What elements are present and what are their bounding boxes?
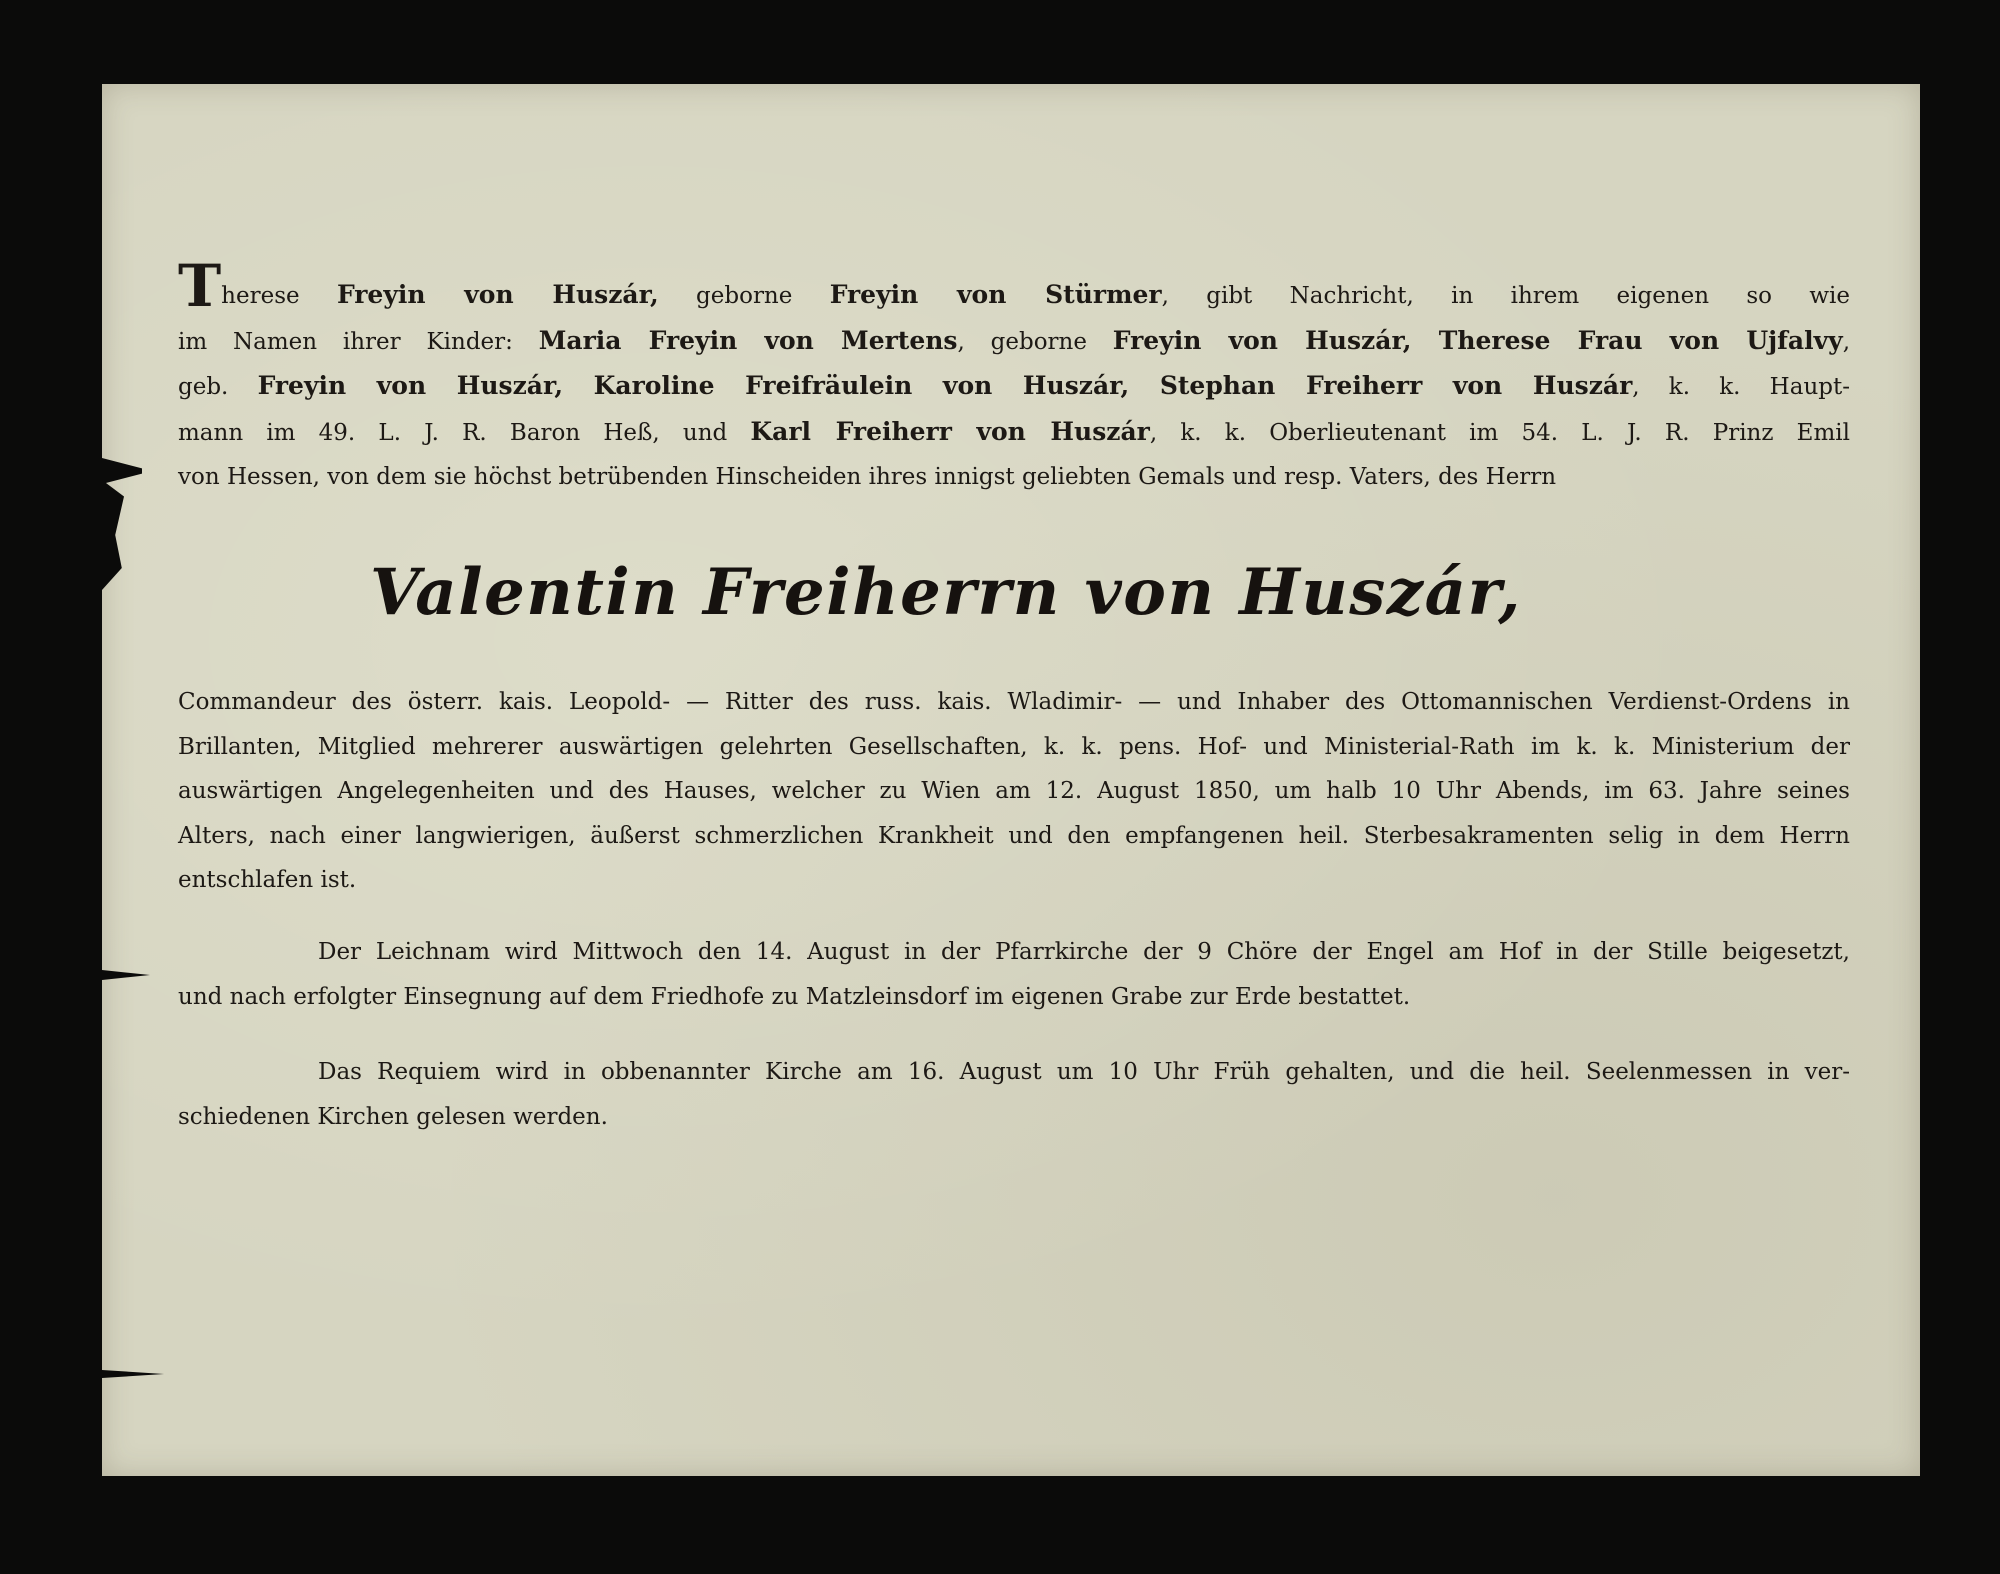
honours-line: Brillanten, Mitglied mehrerer auswärtigen gelehrten Gesellschaften, k. k. pens. Hof- und Ministerial-Rath im k. k. Ministerium der <box>178 733 1850 760</box>
burial-paragraph <box>178 930 1850 1019</box>
requiem-line: schiedenen Kirchen gelesen werden. <box>178 1103 608 1130</box>
requiem-line: Das Requiem wird in obbenannter Kirche am 16. August um 10 Uhr Früh gehalten, und die heil. Seelenmessen in ver- <box>318 1059 1850 1085</box>
intro-line-2: im Namen ihrer Kinder: Maria Freyin von Mertens, geborne Freyin von Huszár, Therese Frau von Ujfalvy, <box>178 325 1850 355</box>
intro-line-5: von Hessen, von dem sie höchst betrübenden Hinscheiden ihres innigst geliebten Gemals und resp. Vaters, des Herrn <box>178 464 1557 490</box>
deceased-name-heading: Valentin Freiherrn von Huszár, <box>370 555 1522 630</box>
honours-line: entschlafen ist. <box>178 867 357 893</box>
honours-line: auswärtigen Angelegenheiten und des Hauses, welcher zu Wien am 12. August 1850, um halb 10 Uhr Abends, im 63. Jahre seines <box>178 778 1850 804</box>
honours-line: Commandeur des österr. kais. Leopold- — Ritter des russ. kais. Wladimir- — und Inhaber des Ottomannischen Verdienst-Ordens in <box>178 689 1850 715</box>
honours-paragraph <box>178 680 1850 903</box>
intro-line-3: geb. Freyin von Huszár, Karoline Freifräulein von Huszár, Stephan Freiherr von Huszár, k. k. Haupt- <box>178 371 1850 400</box>
intro-line-1: Therese Freyin von Huszár, geborne Freyin von Stürmer, gibt Nachricht, in ihrem eigenen so wie <box>178 252 1851 320</box>
drop-cap: T <box>178 252 222 320</box>
requiem-paragraph <box>178 1050 1850 1139</box>
burial-line: und nach erfolgter Einsegnung auf dem Friedhofe zu Matzleinsdorf im eigenen Grabe zur Erde bestattet. <box>178 983 1411 1010</box>
burial-line: Der Leichnam wird Mittwoch den 14. August in der Pfarrkirche der 9 Chöre der Engel am Hof in der Stille beigesetzt, <box>318 939 1850 965</box>
intro-paragraph <box>178 252 1851 500</box>
honours-line: Alters, nach einer langwierigen, äußerst schmerzlichen Krankheit und den empfangenen heil. Sterbesakramenten selig in dem Herrn <box>178 822 1850 849</box>
intro-line-4: mann im 49. L. J. R. Baron Heß, und Karl Freiherr von Huszár, k. k. Oberlieutenant im 54. L. J. R. Prinz Emil <box>178 416 1850 446</box>
